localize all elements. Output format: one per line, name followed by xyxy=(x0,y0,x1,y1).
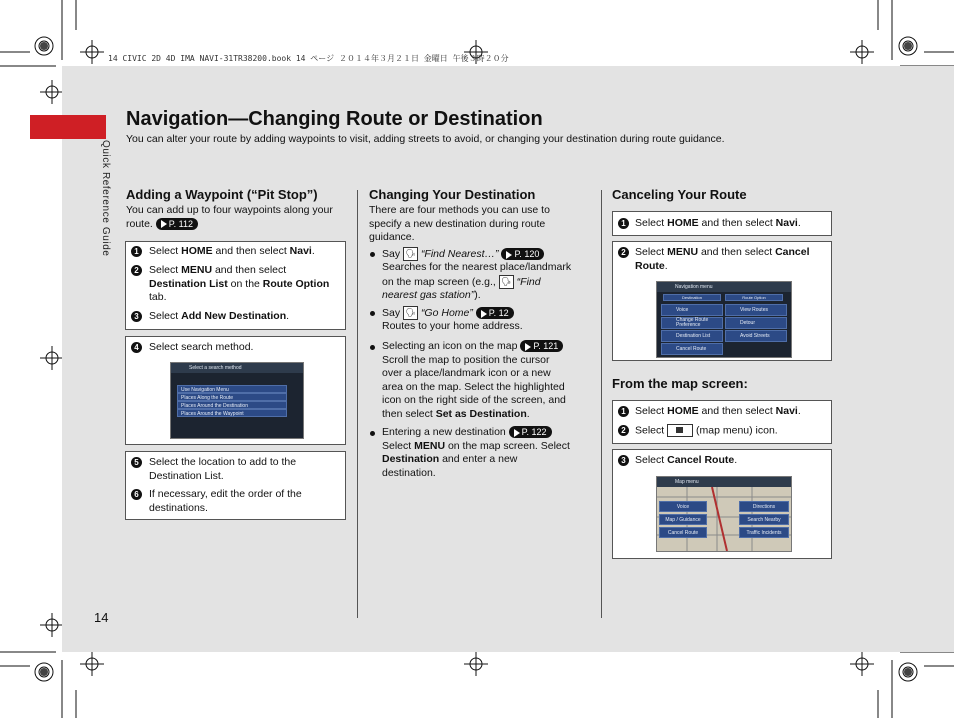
steps-box xyxy=(125,241,346,330)
step-number: 5 xyxy=(131,457,142,468)
step-text: Select Add New Destination. xyxy=(149,310,290,322)
step-text: Select MENU and then select Cancel Route. xyxy=(635,246,810,272)
method-select-icon: Selecting an icon on the map P. 121 Scroll the map to position the cursor over a place/landmark icon or a new area on the map. Select the highlighted icon on the right side of the screen, and then select Set as Destination. xyxy=(382,340,566,420)
step-number: 2 xyxy=(618,247,629,258)
menu-item[interactable]: Places Around the Destination xyxy=(177,401,287,409)
menu-item-cancel-route[interactable]: Cancel Route xyxy=(661,343,723,355)
arrow-icon xyxy=(514,429,520,437)
step-number: 3 xyxy=(618,455,629,466)
steps-box xyxy=(612,211,832,236)
step-text: Select MENU and then select Destination List on the Route Option tab. xyxy=(149,264,330,303)
page-ref-link[interactable]: P. 121 xyxy=(520,340,563,352)
waypoint-desc-text: You can add up to four waypoints along your route. xyxy=(126,204,333,230)
map-menu-traffic-incidents[interactable]: Traffic Incidents xyxy=(739,527,789,538)
step-number: 1 xyxy=(618,218,629,229)
step-number: 2 xyxy=(131,265,142,276)
column-divider xyxy=(601,190,602,618)
arrow-icon xyxy=(161,220,167,228)
arrow-icon xyxy=(481,310,487,318)
step-text: If necessary, edit the order of the destinations. xyxy=(149,488,302,514)
cancel-route-heading: Canceling Your Route xyxy=(612,187,747,202)
bullet xyxy=(370,345,375,350)
bullet xyxy=(370,252,375,257)
step-text: Select Cancel Route. xyxy=(635,454,738,466)
page-ref-link[interactable]: P. 122 xyxy=(509,426,552,438)
change-destination-heading: Changing Your Destination xyxy=(369,187,536,202)
screen-title: Select a search method xyxy=(171,363,303,373)
steps-box xyxy=(125,451,346,520)
map-menu-directions[interactable]: Directions xyxy=(739,501,789,512)
step-text: Select the location to add to the Destination List. xyxy=(149,456,297,482)
step-text: Select search method. xyxy=(149,341,254,353)
section-tab xyxy=(30,115,106,139)
tab-route-option[interactable]: Route Option xyxy=(725,294,783,301)
map-menu-icon xyxy=(667,424,693,437)
step-number: 6 xyxy=(131,489,142,500)
step-number: 1 xyxy=(618,406,629,417)
intro-text: You can alter your route by adding waypoints to visit, adding streets to avoid, or changing your destination during route guidance. xyxy=(126,133,725,145)
nav-menu-screen xyxy=(656,281,792,358)
method-go-home: Say 🗣 “Go Home” P. 12 Routes to your home address. xyxy=(382,306,523,333)
voice-talk-icon: 🗣 xyxy=(403,306,418,320)
steps-box xyxy=(612,400,832,444)
page-number: 14 xyxy=(94,610,109,625)
step-text: Select HOME and then select Navi. xyxy=(149,245,315,257)
arrow-icon xyxy=(506,251,512,259)
map-menu-search-nearby[interactable]: Search Nearby xyxy=(739,514,789,525)
print-header: 14 CIVIC 2D 4D IMA NAVI-31TR38200.book 14 ページ ２０１４年３月２１日 金曜日 午後３時２０分 xyxy=(108,54,509,63)
map-menu-box xyxy=(612,449,832,559)
map-screen-heading: From the map screen: xyxy=(612,376,748,391)
map-menu-cancel-route[interactable]: Cancel Route xyxy=(659,527,707,538)
step-text: Select HOME and then select Navi. xyxy=(635,405,801,417)
voice-talk-icon: 🗣 xyxy=(403,247,418,261)
menu-item-change-route-preference[interactable]: Change Route Preference xyxy=(661,317,723,329)
side-label: Quick Reference Guide xyxy=(100,140,111,257)
column-divider xyxy=(357,190,358,618)
step-number: 1 xyxy=(131,246,142,257)
page-title: Navigation—Changing Route or Destination xyxy=(126,108,543,130)
method-find-nearest: Say 🗣 “Find Nearest…” P. 120 Searches for the nearest place/landmark on the map screen (e.g., 🗣 “Find nearest gas station”). xyxy=(382,247,572,302)
menu-item-voice[interactable]: Voice xyxy=(661,304,723,316)
menu-item[interactable]: Places Around the Waypoint xyxy=(177,409,287,417)
tab-destination[interactable]: Destination xyxy=(663,294,721,301)
page-ref-label: P. 112 xyxy=(168,218,193,229)
step-text: Select HOME and then select Navi. xyxy=(635,217,801,229)
menu-item-avoid-streets[interactable]: Avoid Streets xyxy=(725,330,787,342)
menu-item-destination-list[interactable]: Destination List xyxy=(661,330,723,342)
screen-title: Navigation menu xyxy=(657,282,791,292)
step-number: 4 xyxy=(131,342,142,353)
map-menu-screen xyxy=(656,476,792,552)
page-ref-link[interactable]: P. 120 xyxy=(501,248,544,260)
step-text: Select (map menu) icon. xyxy=(635,424,778,437)
arrow-icon xyxy=(525,343,531,351)
step-number: 2 xyxy=(618,425,629,436)
menu-item[interactable]: Places Along the Route xyxy=(177,393,287,401)
page-ref-link[interactable]: P. 12 xyxy=(476,307,514,319)
menu-item-detour[interactable]: Detour xyxy=(725,317,787,329)
step-number: 3 xyxy=(131,311,142,322)
change-destination-desc: There are four methods you can use to specify a new destination during route guidance. xyxy=(369,204,550,243)
bullet xyxy=(370,431,375,436)
waypoint-heading: Adding a Waypoint (“Pit Stop”) xyxy=(126,187,318,202)
screen-title: Map menu xyxy=(657,477,791,487)
page-ref-link[interactable] xyxy=(156,218,198,230)
map-menu-voice[interactable]: Voice xyxy=(659,501,707,512)
method-new-destination: Entering a new destination P. 122 Select MENU on the map screen. Select Destination and enter a new destination. xyxy=(382,426,570,479)
nav-screen xyxy=(170,362,304,439)
waypoint-desc xyxy=(126,204,348,231)
map-menu-map-guidance[interactable]: Map / Guidance xyxy=(659,514,707,525)
menu-item[interactable]: Use Navigation Menu xyxy=(177,385,287,393)
cancel-route-box xyxy=(612,241,832,361)
bullet xyxy=(370,311,375,316)
voice-talk-icon: 🗣 xyxy=(499,275,514,289)
menu-item-view-routes[interactable]: View Routes xyxy=(725,304,787,316)
search-method-box xyxy=(125,336,346,445)
